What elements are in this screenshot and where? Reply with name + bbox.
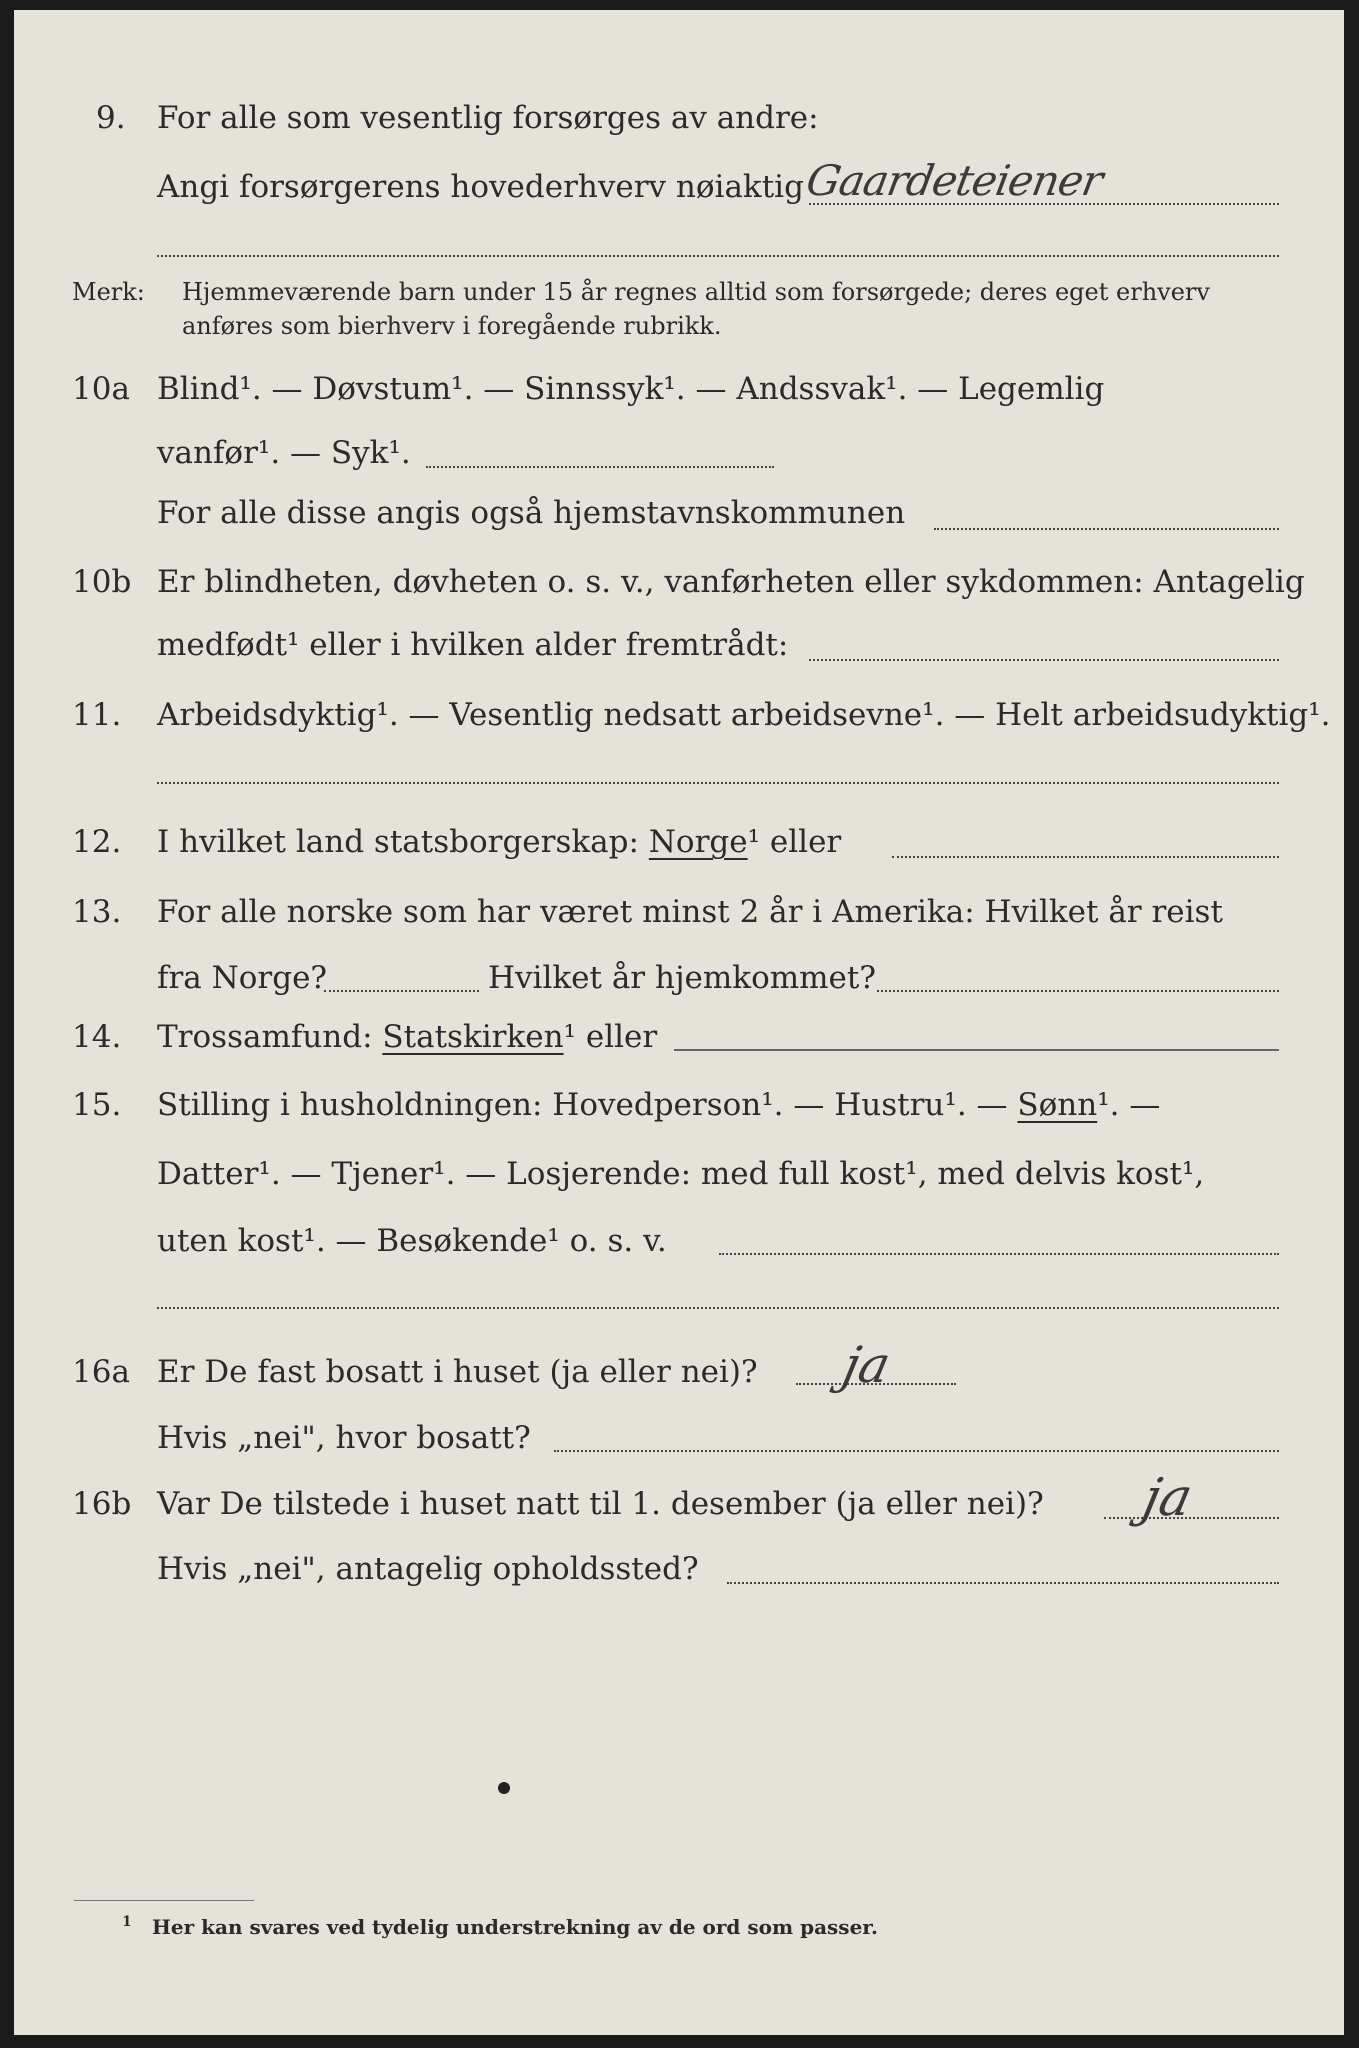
question-15-extra-line bbox=[157, 1307, 1279, 1309]
note-label: Merk: bbox=[72, 278, 145, 306]
question-15-line-1: Stilling i husholdningen: Hovedperson¹. — Hustru¹. — Sønn¹. — bbox=[157, 1087, 1161, 1123]
question-10b-answer-line bbox=[809, 659, 1279, 661]
question-10a-line-2: vanfør¹. — Syk¹. bbox=[157, 435, 411, 471]
question-9-number: 9. bbox=[96, 100, 126, 136]
question-9-extra-line bbox=[157, 255, 1279, 257]
question-13-line-1: For alle norske som har været minst 2 år i Amerika: Hvilket år reist bbox=[157, 894, 1223, 930]
question-13-line-2a: fra Norge? bbox=[157, 960, 328, 996]
question-15-number: 15. bbox=[72, 1087, 122, 1123]
question-10b-number: 10b bbox=[72, 564, 132, 600]
footnote-mark: 1 bbox=[122, 1914, 132, 1930]
question-16b-answer-line bbox=[1104, 1517, 1279, 1519]
question-16a-number: 16a bbox=[72, 1354, 130, 1390]
question-14-answer-line bbox=[674, 1049, 1279, 1051]
question-16b-line-2: Hvis „nei", antagelig opholdssted? bbox=[157, 1551, 699, 1587]
question-16a-handwritten-answer: ja bbox=[837, 1336, 896, 1394]
question-14-number: 14. bbox=[72, 1019, 122, 1055]
question-15-line-3: uten kost¹. — Besøkende¹ o. s. v. bbox=[157, 1223, 667, 1259]
question-10b-line-1: Er blindheten, døvheten o. s. v., vanførheten eller sykdommen: Antagelig bbox=[157, 564, 1305, 600]
question-16b-line-1: Var De tilstede i huset natt til 1. desember (ja eller nei)? bbox=[157, 1486, 1044, 1522]
question-16a-line-1: Er De fast bosatt i huset (ja eller nei)? bbox=[157, 1354, 758, 1390]
question-15-underlined-answer: Sønn bbox=[1017, 1087, 1098, 1123]
footnote-text: Her kan svares ved tydelig understrekning av de ord som passer. bbox=[152, 1915, 878, 1939]
question-9-subtext: Angi forsørgerens hovederhverv nøiaktig bbox=[157, 169, 804, 205]
question-10a-line-1: Blind¹. — Døvstum¹. — Sinnssyk¹. — Andssvak¹. — Legemlig bbox=[157, 371, 1105, 407]
question-10b-line-2: medfødt¹ eller i hvilken alder fremtrådt: bbox=[157, 627, 789, 663]
question-12-answer-line bbox=[892, 856, 1279, 858]
question-12-text: I hvilket land statsborgerskap: Norge¹ eller bbox=[157, 824, 842, 860]
question-12-number: 12. bbox=[72, 824, 122, 860]
question-16a-line-2: Hvis „nei", hvor bosatt? bbox=[157, 1420, 531, 1456]
question-13-number: 13. bbox=[72, 894, 122, 930]
question-11-text: Arbeidsdyktig¹. — Vesentlig nedsatt arbeidsevne¹. — Helt arbeidsudyktig¹. bbox=[157, 697, 1331, 733]
question-16a-residence-line bbox=[554, 1450, 1279, 1452]
census-form-page bbox=[14, 10, 1344, 2035]
question-13-return-line bbox=[877, 990, 1279, 992]
question-13-departure-line bbox=[324, 990, 479, 992]
question-14-text: Trossamfund: Statskirken¹ eller bbox=[157, 1019, 658, 1055]
question-12-underlined-answer: Norge bbox=[648, 824, 748, 860]
question-13-line-2b: Hvilket år hjemkommet? bbox=[488, 960, 876, 996]
note-line-1: Hjemmeværende barn under 15 år regnes alltid som forsørgede; deres eget erhverv bbox=[182, 278, 1210, 306]
question-10a-number: 10a bbox=[72, 371, 130, 407]
question-9-text: For alle som vesentlig forsørges av andre: bbox=[157, 100, 819, 136]
question-16b-handwritten-answer: ja bbox=[1137, 1468, 1198, 1528]
question-11-number: 11. bbox=[72, 697, 122, 733]
footnote-divider bbox=[74, 1900, 254, 1901]
question-10a-line-3: For alle disse angis også hjemstavnskommunen bbox=[157, 495, 906, 531]
question-11-answer-line bbox=[157, 782, 1279, 784]
question-10a-answer-line bbox=[426, 466, 774, 468]
question-16b-number: 16b bbox=[72, 1486, 132, 1522]
ink-spot bbox=[498, 1782, 510, 1794]
question-9-handwritten-answer: Gaardeteiener bbox=[802, 156, 1106, 205]
question-15-line-2: Datter¹. — Tjener¹. — Losjerende: med full kost¹, med delvis kost¹, bbox=[157, 1156, 1205, 1192]
question-16b-whereabouts-line bbox=[727, 1582, 1279, 1584]
question-15-answer-line bbox=[719, 1253, 1279, 1255]
note-line-2: anføres som bierhverv i foregående rubrikk. bbox=[182, 312, 722, 340]
question-14-underlined-answer: Statskirken bbox=[382, 1019, 564, 1055]
question-10a-municipality-line bbox=[934, 528, 1279, 530]
question-9-answer-line bbox=[809, 203, 1279, 205]
